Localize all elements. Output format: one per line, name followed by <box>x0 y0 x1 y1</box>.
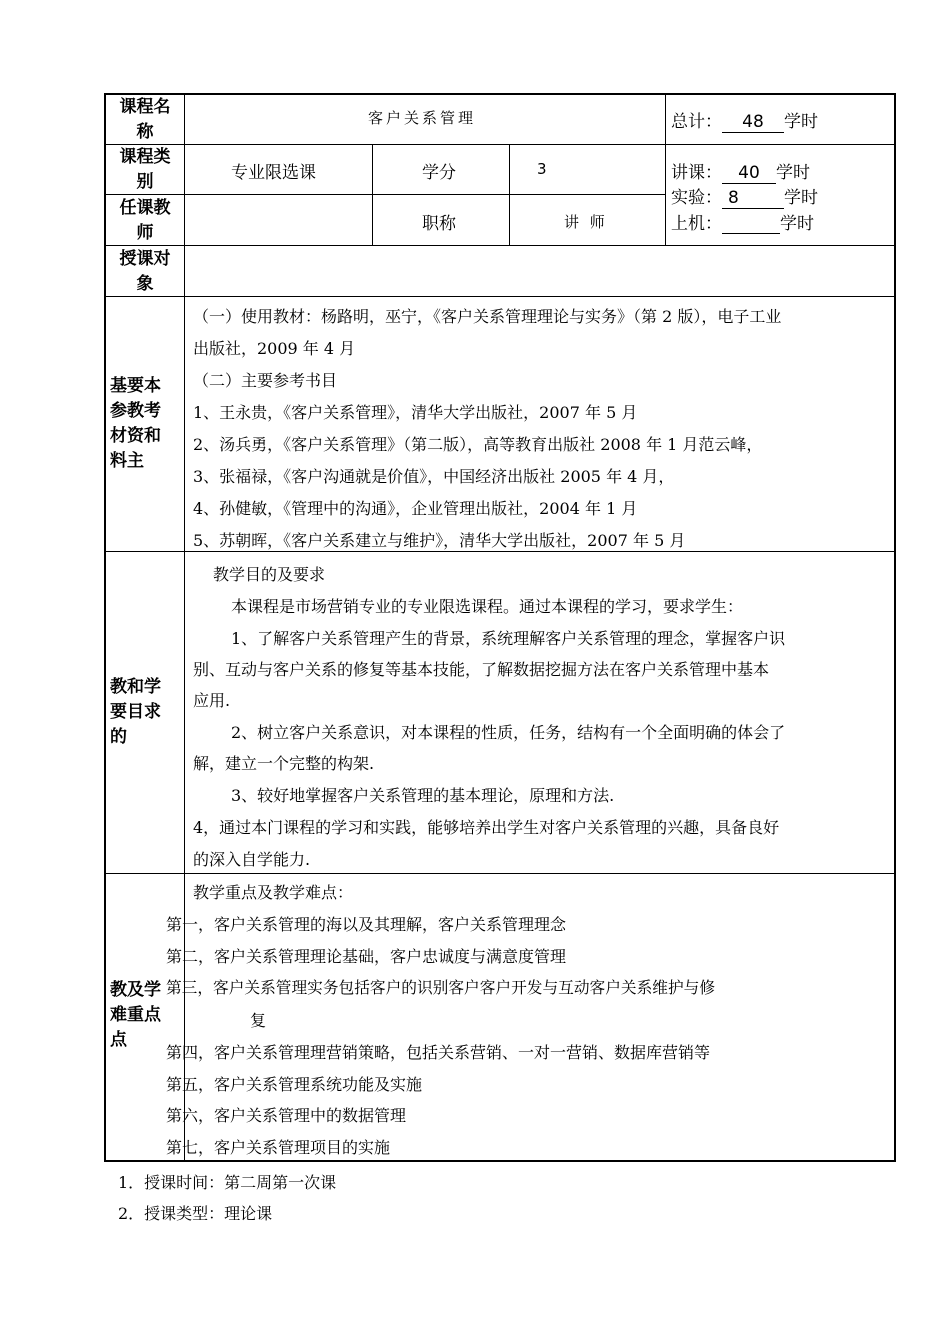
objectives-line: 解，建立一个完整的构架. <box>193 754 375 773</box>
materials-label: 基要本参教考材资和料主 <box>110 376 161 471</box>
objectives-line: 3、较好地掌握客户关系管理的基本理论，原理和方法. <box>231 786 615 805</box>
materials-line: 3、张福禄，《客户沟通就是价值》，中国经济出版社 2005 年 4 月， <box>193 467 675 486</box>
row-divider <box>104 194 666 195</box>
materials-line: 2、汤兵勇，《客户关系管理》（第二版），高等教育出版社 2008 年 1 月范云峰， <box>193 435 763 454</box>
objectives-line: 4，通过本门课程的学习和实践，能够培养出学生对客户关系管理的兴趣，具备良好 <box>193 818 780 837</box>
table-border-right <box>894 93 896 1162</box>
col-divider <box>184 93 185 1162</box>
col-divider <box>372 144 373 246</box>
keypoints-label: 教及学难重点点 <box>110 980 161 1050</box>
materials-line: 1、王永贵，《客户关系管理》，清华大学出版社，2007 年 5 月 <box>193 403 638 422</box>
keypoints-line: 第二，客户关系管理理论基础，客户忠诚度与满意度管理 <box>166 947 567 966</box>
footer-line-1: 1．授课时间：第二周第一次课 <box>118 1173 337 1192</box>
keypoints-line: 第四，客户关系管理理营销策略，包括关系营销、一对一营销、数据库营销等 <box>166 1043 711 1062</box>
objectives-line: 别、互动与客户关系的修复等基本技能，了解数据挖掘方法在客户关系管理中基本 <box>193 660 770 679</box>
materials-line: 5、苏朝晖，《客户关系建立与维护》，清华大学出版社，2007 年 5 月 <box>193 531 686 550</box>
title-value: 讲 师 <box>564 213 605 231</box>
lab-hours-value: 8 <box>722 188 784 209</box>
course-type-label: 课程类别 <box>119 147 171 192</box>
lab-prefix: 实验： <box>671 188 722 208</box>
objectives-line: 本课程是市场营销专业的专业限选课程。通过本课程的学习，要求学生： <box>231 597 744 616</box>
total-prefix: 总计： <box>671 112 722 132</box>
keypoints-line: 第七，客户关系管理项目的实施 <box>166 1138 391 1157</box>
computer-hours <box>671 209 814 234</box>
course-name-label: 课程名称 <box>119 97 171 142</box>
row-divider <box>104 245 896 246</box>
keypoints-line: 第六，客户关系管理中的数据管理 <box>166 1106 407 1125</box>
materials-line: （一）使用教材：杨路明，巫宁，《客户关系管理理论与实务》（第 2 版），电子工业 <box>193 307 782 326</box>
keypoints-line: 复 <box>250 1011 267 1030</box>
objectives-heading: 教学目的及要求 <box>213 565 326 584</box>
col-divider <box>509 144 510 246</box>
course-name-value: 客户关系管理 <box>368 109 477 127</box>
hours-unit: 学时 <box>784 112 818 132</box>
materials-line: 出版社，2009 年 4 月 <box>193 339 356 358</box>
keypoints-line: 第一，客户关系管理的海以及其理解，客户关系管理理念 <box>166 915 567 934</box>
computer-prefix: 上机： <box>671 214 722 234</box>
col-divider <box>665 93 666 246</box>
table-border-top <box>104 93 896 95</box>
objectives-line: 应用. <box>193 691 231 710</box>
keypoints-heading: 教学重点及教学难点： <box>193 883 354 902</box>
footer-line-2: 2．授课类型：理论课 <box>118 1204 273 1223</box>
total-hours <box>671 107 818 133</box>
hours-unit: 学时 <box>784 188 818 208</box>
credit-value: 3 <box>537 160 547 178</box>
objectives-label: 教和学要目求的 <box>110 677 161 747</box>
keypoints-line: 第五，客户关系管理系统功能及实施 <box>166 1075 423 1094</box>
credit-label: 学分 <box>422 163 456 183</box>
row-divider <box>104 873 896 874</box>
lab-hours <box>671 183 818 209</box>
total-hours-value: 48 <box>722 112 784 133</box>
title-label: 职称 <box>422 214 456 234</box>
row-divider <box>104 551 896 552</box>
keypoints-line: 第三，客户关系管理实务包括客户的识别客户客户开发与互动客户关系维护与修 <box>166 978 716 997</box>
audience-label: 授课对象 <box>119 249 171 294</box>
objectives-line: 的深入自学能力. <box>193 850 311 869</box>
table-border-bottom <box>104 1160 896 1162</box>
computer-hours-value <box>722 214 780 234</box>
objectives-line: 1、了解客户关系管理产生的背景，系统理解客户关系管理的理念，掌握客户识 <box>231 629 786 648</box>
materials-line: 4、孙健敏，《管理中的沟通》，企业管理出版社，2004 年 1 月 <box>193 499 638 518</box>
lecture-hours <box>671 158 810 184</box>
row-divider <box>104 296 896 297</box>
teacher-label: 任课教师 <box>119 198 171 243</box>
materials-line: （二）主要参考书目 <box>193 371 338 390</box>
hours-unit: 学时 <box>780 214 814 234</box>
course-type-value: 专业限选课 <box>231 163 316 183</box>
hours-unit: 学时 <box>776 163 810 183</box>
objectives-line: 2、树立客户关系意识，对本课程的性质，任务，结构有一个全面明确的体会了 <box>231 723 786 742</box>
row-divider <box>104 144 896 145</box>
lecture-hours-value: 40 <box>722 163 776 184</box>
lecture-prefix: 讲课： <box>671 163 722 183</box>
